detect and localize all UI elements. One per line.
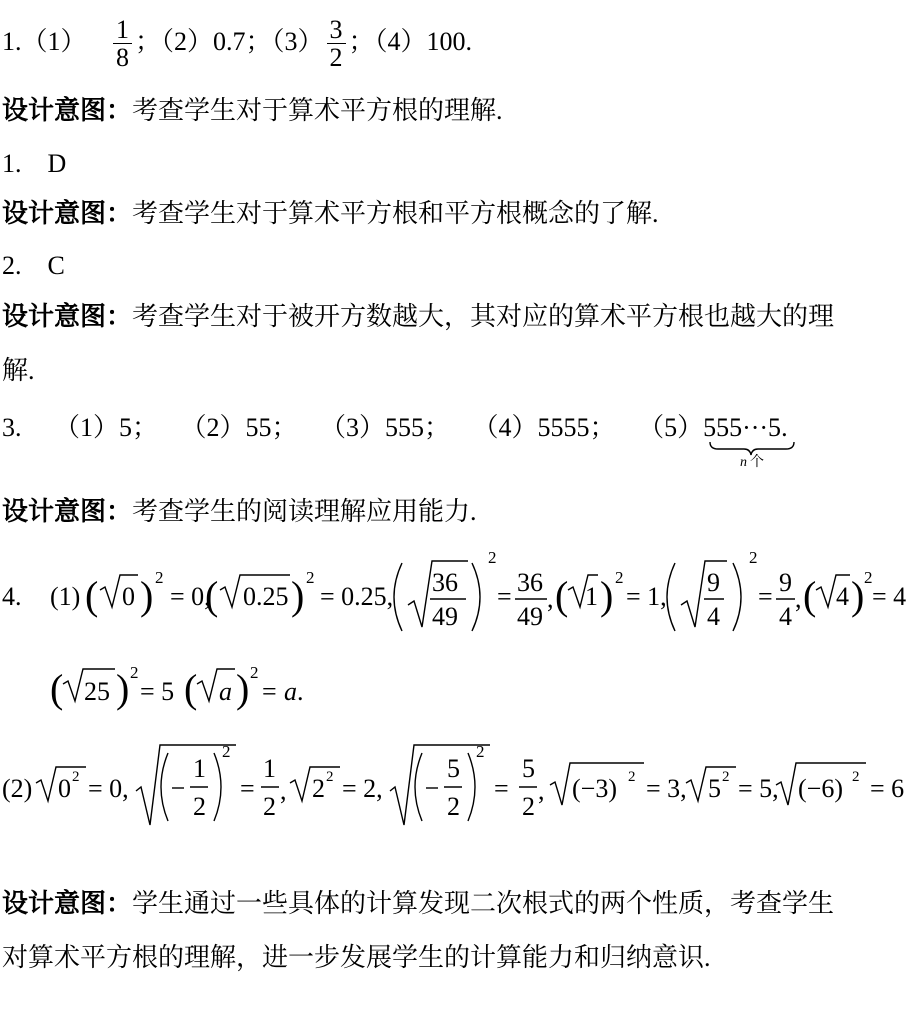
fraction-3-2: $\frac{3}{2}$ bbox=[327, 16, 346, 72]
svg-text:2: 2 bbox=[250, 663, 259, 682]
fraction-1-8: $\frac{1}{8}$ bbox=[113, 16, 132, 72]
svg-text:(: ( bbox=[184, 666, 198, 711]
underbrace bbox=[708, 440, 798, 470]
answer-d: 1. D bbox=[2, 149, 67, 178]
svg-text:2: 2 bbox=[722, 769, 730, 785]
svg-text:2: 2 bbox=[476, 742, 485, 761]
svg-text:(: ( bbox=[50, 666, 64, 711]
svg-text:2: 2 bbox=[222, 742, 231, 761]
svg-text:= 5: = 5 bbox=[140, 677, 175, 706]
svg-text:(−6): (−6) bbox=[798, 774, 843, 803]
svg-text:2: 2 bbox=[522, 792, 535, 821]
svg-text:= 0.25,: = 0.25, bbox=[320, 582, 394, 611]
svg-text:2: 2 bbox=[749, 548, 758, 567]
svg-text:36: 36 bbox=[517, 568, 543, 597]
svg-text:2: 2 bbox=[155, 568, 164, 587]
svg-text:4: 4 bbox=[707, 602, 720, 631]
svg-text:,: , bbox=[795, 584, 802, 613]
svg-text:1: 1 bbox=[585, 582, 598, 611]
svg-text:2: 2 bbox=[306, 568, 315, 587]
svg-text:): ) bbox=[116, 666, 130, 711]
answer-c: 2. C bbox=[2, 251, 65, 280]
svg-text:,: , bbox=[280, 776, 287, 805]
svg-text:4.: 4. bbox=[2, 582, 22, 611]
svg-text:=: = bbox=[758, 582, 773, 611]
svg-text:0: 0 bbox=[122, 582, 135, 611]
svg-text:2: 2 bbox=[72, 769, 80, 785]
svg-text:49: 49 bbox=[432, 602, 458, 631]
svg-text:2: 2 bbox=[193, 792, 206, 821]
svg-text:1: 1 bbox=[193, 754, 206, 783]
svg-text:2: 2 bbox=[312, 774, 325, 803]
svg-text:= 0,: = 0, bbox=[88, 774, 129, 803]
svg-text:(2): (2) bbox=[2, 774, 33, 803]
svg-text:.: . bbox=[297, 677, 304, 706]
svg-text:(: ( bbox=[555, 573, 569, 618]
svg-text:= 5,: = 5, bbox=[738, 774, 779, 803]
svg-text:4: 4 bbox=[836, 582, 849, 611]
svg-text:= 3,: = 3, bbox=[646, 774, 687, 803]
svg-text:,: , bbox=[547, 584, 554, 613]
svg-text:= 2,: = 2, bbox=[342, 774, 383, 803]
svg-text:2: 2 bbox=[488, 548, 497, 567]
intent-5: 设计意图：学生通过一些具体的计算发现二次根式的两个性质，考查学生 bbox=[2, 889, 835, 918]
svg-text:=: = bbox=[497, 582, 512, 611]
svg-text:a: a bbox=[284, 677, 297, 706]
intent-3: 设计意图：考查学生对于被开方数越大，其对应的算术平方根也越大的理 bbox=[2, 302, 835, 331]
svg-text:2: 2 bbox=[615, 568, 624, 587]
svg-text:=: = bbox=[240, 774, 255, 803]
item4-part1-row1 bbox=[0, 545, 907, 645]
svg-text:5: 5 bbox=[447, 754, 460, 783]
svg-text:0: 0 bbox=[58, 774, 71, 803]
underbrace-number: 555···5 bbox=[703, 413, 782, 442]
item4-part1-row2 bbox=[0, 660, 907, 730]
intent-4: 设计意图：考查学生的阅读理解应用能力. bbox=[2, 497, 477, 526]
svg-text:,: , bbox=[538, 776, 545, 805]
svg-text:= 0,: = 0, bbox=[170, 582, 211, 611]
item3-answers: 3. （1）5； （2）55； （3）555； （4）5555； （5）555···5. bbox=[2, 413, 788, 442]
svg-text:=: = bbox=[262, 677, 277, 706]
item1-lead: 1.（1） bbox=[2, 26, 87, 56]
svg-text:): ) bbox=[291, 573, 305, 618]
svg-text:): ) bbox=[851, 573, 865, 618]
svg-text:2: 2 bbox=[263, 792, 276, 821]
svg-text:(−3): (−3) bbox=[572, 774, 617, 803]
svg-text:4: 4 bbox=[779, 602, 792, 631]
svg-text:(1): (1) bbox=[50, 582, 81, 611]
svg-text:9: 9 bbox=[779, 568, 792, 597]
svg-text:9: 9 bbox=[707, 568, 720, 597]
item1-answer bbox=[2, 16, 472, 72]
svg-text:49: 49 bbox=[517, 602, 543, 631]
svg-text:5: 5 bbox=[522, 754, 535, 783]
svg-text:1: 1 bbox=[263, 754, 276, 783]
svg-text:(: ( bbox=[205, 573, 219, 618]
svg-text:(: ( bbox=[803, 573, 817, 618]
svg-text:2: 2 bbox=[852, 769, 860, 785]
svg-text:): ) bbox=[140, 573, 154, 618]
svg-text:= 6: = 6 bbox=[870, 774, 905, 803]
intent-3-cont: 解. bbox=[2, 356, 35, 385]
svg-text:(: ( bbox=[85, 573, 99, 618]
intent-5-cont: 对算术平方根的理解，进一步发展学生的计算能力和归纳意识. bbox=[2, 943, 711, 972]
intent-2: 设计意图：考查学生对于算术平方根和平方根概念的了解. bbox=[2, 199, 659, 228]
item4-part2-row bbox=[0, 735, 907, 835]
n-label: n bbox=[740, 455, 747, 470]
svg-text:2: 2 bbox=[864, 568, 873, 587]
svg-text:): ) bbox=[600, 573, 614, 618]
svg-text:): ) bbox=[236, 666, 250, 711]
svg-text:个: 个 bbox=[750, 455, 764, 470]
svg-text:5: 5 bbox=[708, 774, 721, 803]
intent-1: 设计意图：考查学生对于算术平方根的理解. bbox=[2, 96, 503, 125]
svg-text:36: 36 bbox=[432, 568, 458, 597]
svg-text:25: 25 bbox=[84, 677, 110, 706]
svg-text:= 4: = 4 bbox=[872, 582, 907, 611]
svg-text:= 1,: = 1, bbox=[626, 582, 667, 611]
item1-mid: ；（2）0.7；（3） bbox=[135, 26, 324, 56]
svg-text:2: 2 bbox=[447, 792, 460, 821]
item1-tail: ；（4）100. bbox=[348, 26, 473, 56]
svg-text:0.25: 0.25 bbox=[243, 582, 289, 611]
svg-text:a: a bbox=[219, 677, 232, 706]
svg-text:2: 2 bbox=[628, 769, 636, 785]
svg-text:2: 2 bbox=[130, 663, 139, 682]
svg-text:=: = bbox=[494, 774, 509, 803]
svg-text:2: 2 bbox=[326, 769, 334, 785]
